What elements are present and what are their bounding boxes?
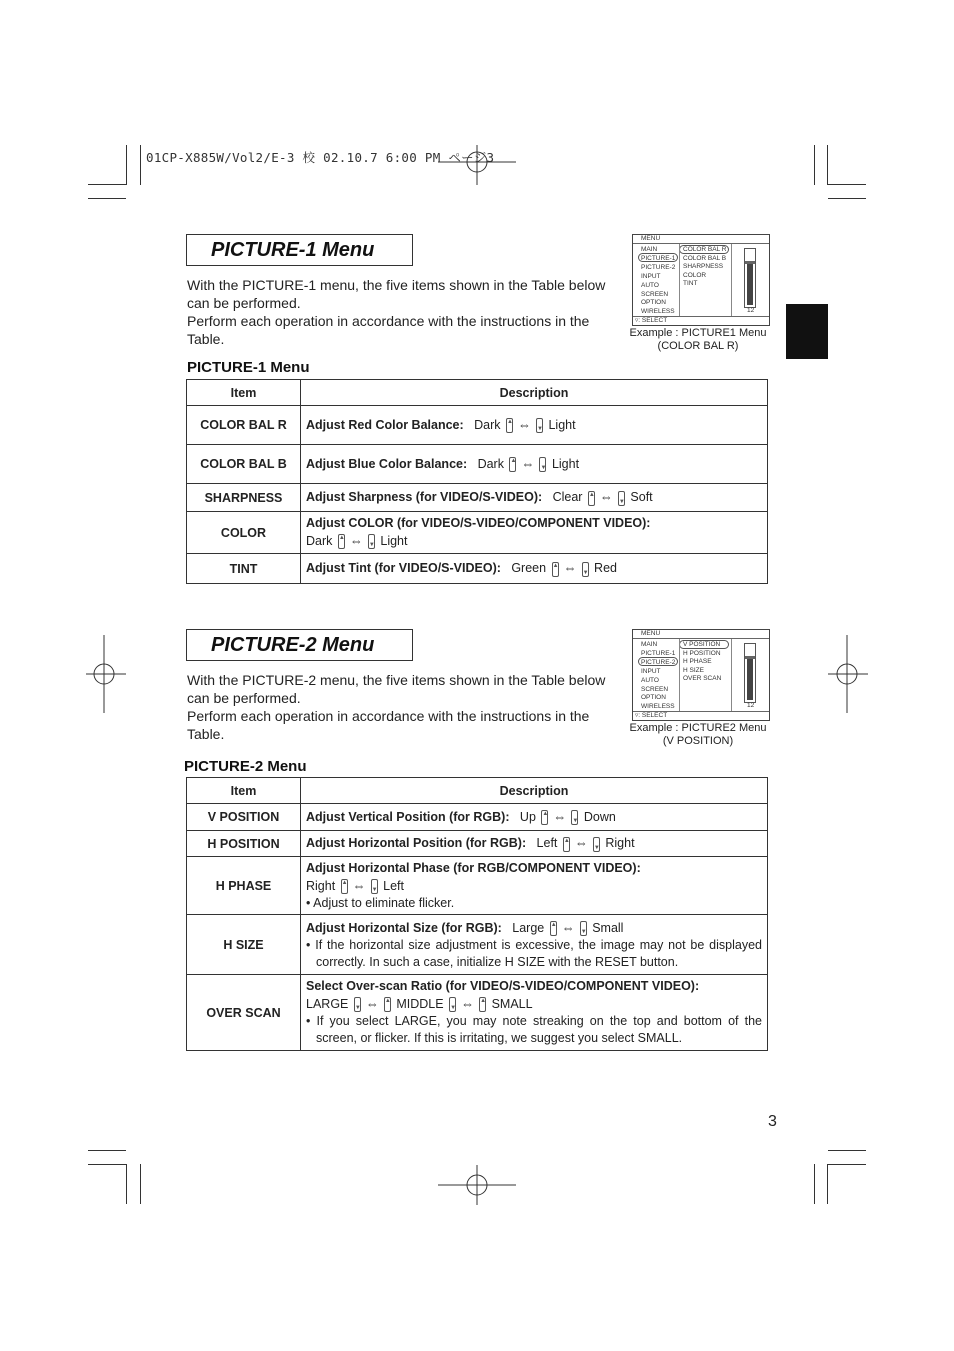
table-row bbox=[187, 484, 768, 512]
osd-left-item: AUTO bbox=[641, 281, 659, 289]
item-cell: H POSITION bbox=[187, 831, 301, 857]
crop-mark bbox=[827, 1164, 828, 1204]
down-button-icon: ▼ bbox=[368, 534, 375, 549]
osd-left-item: OPTION bbox=[641, 694, 666, 702]
desc-cell: Adjust COLOR (for VIDEO/S-VIDEO/COMPONENT VIDEO): Dark ▲ ⇔ ▼ Light bbox=[301, 512, 768, 554]
crop-mark bbox=[814, 1164, 815, 1204]
double-arrow-icon: ⇔ bbox=[461, 996, 475, 1011]
desc-cell: Adjust Horizontal Phase (for RGB/COMPONENT VIDEO): Right ▲ ⇔ ▼ Left • Adjust to eliminate flicker. bbox=[301, 857, 768, 915]
osd-value: 12 bbox=[747, 307, 755, 314]
osd-left-item: OPTION bbox=[641, 299, 666, 307]
down-button-icon: ▼ bbox=[539, 457, 546, 472]
osd-left-list bbox=[641, 641, 675, 712]
crop-mark bbox=[126, 145, 127, 185]
table-row bbox=[187, 857, 768, 915]
double-arrow-icon: ⇔ bbox=[574, 835, 588, 851]
item-cell: OVER SCAN bbox=[187, 975, 301, 1051]
crop-mark bbox=[88, 198, 126, 199]
picture2-intro-line: With the PICTURE-2 menu, the five items shown in the Table below can be performed. bbox=[187, 672, 606, 706]
osd-left-item: PICTURE-2 bbox=[641, 263, 676, 271]
picture2-title-box bbox=[186, 629, 413, 661]
up-button-icon: ▲ bbox=[550, 921, 557, 936]
osd-left-item: SCREEN bbox=[641, 290, 669, 298]
double-arrow-icon: ⇔ bbox=[517, 416, 531, 432]
osd-divider bbox=[731, 639, 732, 711]
osd-right-item: TINT bbox=[683, 280, 698, 288]
osd-left-item: PICTURE-1 bbox=[641, 649, 676, 657]
up-button-icon: ▲ bbox=[479, 997, 486, 1012]
osd-slider bbox=[744, 643, 756, 703]
crop-mark bbox=[88, 1150, 126, 1151]
desc-cell: Select Over-scan Ratio (for VIDEO/S-VIDEO/COMPONENT VIDEO): LARGE ▼ ⇔ ▲ MIDDLE ▼ ⇔ ▲ SMALL • If you select LARGE, you may note streaking on the top and bottom of the screen, or flicker. If this is irritating, we suggest you select SMALL. bbox=[301, 975, 768, 1051]
osd-left-item: WIRELESS bbox=[641, 703, 675, 711]
osd-header: MENU bbox=[633, 630, 769, 639]
picture2-osd-example bbox=[632, 629, 770, 721]
up-button-icon: ▲ bbox=[384, 997, 391, 1012]
picture1-caption bbox=[628, 327, 768, 353]
picture2-intro bbox=[187, 671, 617, 743]
up-button-icon: ▲ bbox=[552, 562, 559, 577]
section-tab bbox=[786, 304, 828, 359]
desc-cell: Adjust Vertical Position (for RGB): Up ▲ ⇔ ▼ Down bbox=[301, 804, 768, 831]
crop-mark bbox=[88, 184, 126, 185]
double-arrow-icon: ⇔ bbox=[365, 996, 379, 1011]
print-header-line: 01CP-X885W/Vol2/E-3 校 02.10.7 6:00 PM ページ3 bbox=[146, 150, 495, 165]
caption-line: Example : PICTURE1 Menu bbox=[629, 327, 767, 339]
picture2-intro-line2: Perform each operation in accordance with the instructions in the Table. bbox=[187, 708, 590, 742]
registration-mark-bottom bbox=[438, 1165, 516, 1205]
crop-mark bbox=[828, 1150, 866, 1151]
osd-right-list bbox=[683, 246, 726, 289]
down-button-icon: ▼ bbox=[582, 562, 589, 577]
osd-left-item: AUTO bbox=[641, 676, 659, 684]
table-row bbox=[187, 831, 768, 857]
double-arrow-icon: ⇔ bbox=[553, 808, 567, 824]
down-button-icon: ▼ bbox=[449, 997, 456, 1012]
note-text: • If the horizontal size adjustment is excessive, the image may not be displayed correctly. In such a case, initialize H SIZE with the RESET button. bbox=[306, 937, 762, 969]
osd-right-item: SHARPNESS bbox=[683, 263, 724, 271]
osd-left-item: INPUT bbox=[641, 667, 661, 675]
double-arrow-icon: ⇔ bbox=[599, 489, 613, 505]
up-button-icon: ▲ bbox=[541, 810, 548, 825]
osd-left-item: PICTURE-1 bbox=[641, 254, 676, 262]
osd-select-icon: ▿ bbox=[635, 712, 639, 719]
col-item-header: Item bbox=[187, 778, 301, 804]
double-arrow-icon: ⇔ bbox=[563, 560, 577, 576]
osd-left-item: MAIN bbox=[641, 641, 658, 648]
up-button-icon: ▲ bbox=[506, 418, 513, 433]
osd-right-list bbox=[683, 641, 721, 684]
down-button-icon: ▼ bbox=[580, 921, 587, 936]
osd-select-icon: ▿ bbox=[635, 317, 639, 324]
item-cell: H PHASE bbox=[187, 857, 301, 915]
item-cell: COLOR BAL B bbox=[187, 445, 301, 484]
osd-left-list bbox=[641, 246, 675, 317]
picture1-intro-line: With the PICTURE-1 menu, the five items shown in the Table below can be performed. bbox=[187, 277, 606, 311]
item-cell: H SIZE bbox=[187, 915, 301, 975]
item-cell: TINT bbox=[187, 554, 301, 584]
osd-left-item: MAIN bbox=[641, 246, 658, 253]
osd-header: MENU bbox=[633, 235, 769, 244]
picture1-table bbox=[186, 379, 768, 584]
picture2-table-heading: PICTURE-2 Menu bbox=[184, 758, 307, 775]
item-cell: V POSITION bbox=[187, 804, 301, 831]
osd-left-item: WIRELESS bbox=[641, 308, 675, 316]
double-arrow-icon: ⇔ bbox=[561, 919, 575, 935]
registration-mark-left bbox=[86, 635, 126, 713]
table-row bbox=[187, 975, 768, 1051]
item-cell: COLOR bbox=[187, 512, 301, 554]
item-cell: COLOR BAL R bbox=[187, 406, 301, 445]
osd-right-item: COLOR bbox=[683, 271, 707, 279]
page-number: 3 bbox=[768, 1113, 777, 1130]
osd-slider bbox=[744, 248, 756, 308]
osd-left-item: INPUT bbox=[641, 272, 661, 280]
osd-right-item: H POSITION bbox=[683, 649, 721, 657]
up-button-icon: ▲ bbox=[341, 879, 348, 894]
osd-right-item: V POSITION bbox=[683, 641, 721, 648]
picture1-osd-example bbox=[632, 234, 770, 326]
picture2-title: PICTURE-2 Menu bbox=[211, 634, 375, 656]
osd-left-item: SCREEN bbox=[641, 685, 669, 693]
table-row bbox=[187, 406, 768, 445]
desc-cell: Adjust Blue Color Balance: Dark ▲ ⇔ ▼ Light bbox=[301, 445, 768, 484]
desc-cell: Adjust Sharpness (for VIDEO/S-VIDEO): Clear ▲ ⇔ ▼ Soft bbox=[301, 484, 768, 512]
up-button-icon: ▲ bbox=[509, 457, 516, 472]
up-button-icon: ▲ bbox=[338, 534, 345, 549]
note-text: • Adjust to eliminate flicker. bbox=[306, 895, 455, 910]
osd-value: 12 bbox=[747, 702, 755, 709]
caption-line: (COLOR BAL R) bbox=[657, 340, 739, 352]
osd-divider bbox=[679, 244, 680, 316]
osd-left-item: PICTURE-2 bbox=[641, 658, 676, 666]
up-button-icon: ▲ bbox=[563, 837, 570, 852]
osd-right-item: H PHASE bbox=[683, 658, 712, 666]
desc-cell: Adjust Horizontal Position (for RGB): Left ▲ ⇔ ▼ Right bbox=[301, 831, 768, 857]
registration-mark-right bbox=[828, 635, 868, 713]
osd-divider bbox=[731, 244, 732, 316]
picture1-table-heading: PICTURE-1 Menu bbox=[187, 359, 310, 376]
down-button-icon: ▼ bbox=[536, 418, 543, 433]
down-button-icon: ▼ bbox=[618, 491, 625, 506]
double-arrow-icon: ⇔ bbox=[521, 455, 535, 471]
col-desc-header: Description bbox=[301, 380, 768, 406]
crop-mark bbox=[140, 1164, 141, 1204]
caption-line: Example : PICTURE2 Menu bbox=[629, 722, 767, 734]
osd-divider bbox=[679, 639, 680, 711]
osd-right-item: COLOR BAL B bbox=[683, 254, 727, 262]
note-text: • If you select LARGE, you may note streaking on the top and bottom of the screen, or flicker. If this is irritating, we suggest you select SMALL. bbox=[306, 1014, 762, 1045]
picture1-title: PICTURE-1 Menu bbox=[211, 239, 375, 261]
crop-mark bbox=[140, 145, 141, 185]
crop-mark bbox=[828, 184, 866, 185]
crop-mark bbox=[126, 1164, 127, 1204]
osd-right-item: H SIZE bbox=[683, 666, 704, 674]
table-row bbox=[187, 915, 768, 975]
down-button-icon: ▼ bbox=[571, 810, 578, 825]
double-arrow-icon: ⇔ bbox=[349, 533, 363, 548]
desc-cell: Adjust Red Color Balance: Dark ▲ ⇔ ▼ Light bbox=[301, 406, 768, 445]
down-button-icon: ▼ bbox=[593, 837, 600, 852]
table-row bbox=[187, 804, 768, 831]
crop-mark bbox=[814, 145, 815, 185]
table-row bbox=[187, 554, 768, 584]
item-cell: SHARPNESS bbox=[187, 484, 301, 512]
osd-footer: ▿: SELECT bbox=[633, 316, 769, 325]
picture2-caption bbox=[628, 722, 768, 748]
down-button-icon: ▼ bbox=[371, 879, 378, 894]
double-arrow-icon: ⇔ bbox=[352, 877, 366, 893]
picture1-intro bbox=[187, 276, 617, 348]
table-row bbox=[187, 445, 768, 484]
osd-right-item: COLOR BAL R bbox=[683, 246, 727, 253]
picture2-table bbox=[186, 777, 768, 1051]
table-row bbox=[187, 512, 768, 554]
crop-mark bbox=[827, 145, 828, 185]
col-desc-header: Description bbox=[301, 778, 768, 804]
crop-mark bbox=[828, 1164, 866, 1165]
up-button-icon: ▲ bbox=[588, 491, 595, 506]
picture1-intro-line2: Perform each operation in accordance with the instructions in the Table. bbox=[187, 313, 590, 347]
osd-right-item: OVER SCAN bbox=[683, 675, 722, 683]
caption-line: (V POSITION) bbox=[662, 735, 734, 747]
down-button-icon: ▼ bbox=[354, 997, 361, 1012]
osd-footer: ▿: SELECT bbox=[633, 711, 769, 720]
col-item-header: Item bbox=[187, 380, 301, 406]
desc-cell: Adjust Tint (for VIDEO/S-VIDEO): Green ▲ ⇔ ▼ Red bbox=[301, 554, 768, 584]
crop-mark bbox=[828, 198, 866, 199]
crop-mark bbox=[88, 1164, 126, 1165]
picture1-title-box bbox=[186, 234, 413, 266]
desc-cell: Adjust Horizontal Size (for RGB): Large ▲ ⇔ ▼ Small • If the horizontal size adjustment is excessive, the image may not be displayed correctly. In such a case, initialize H SIZE with the RESET button. bbox=[301, 915, 768, 975]
